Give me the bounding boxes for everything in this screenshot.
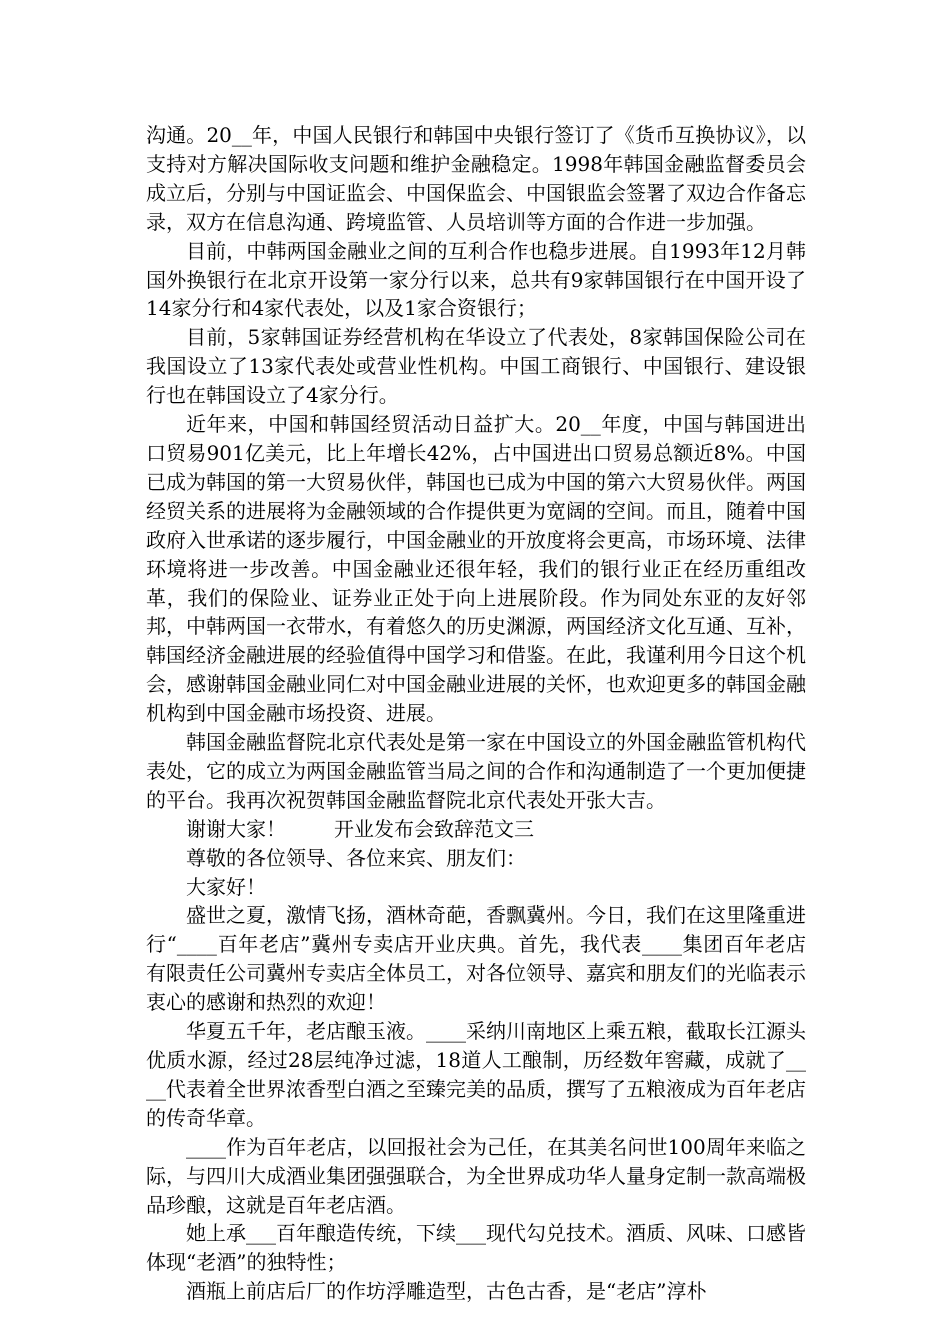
paragraph-tradition: 她上承___百年酿造传统，下续___现代勾兑技术。酒质、风味、口感皆体现“老酒”的独特性； [146,1221,806,1275]
section-title: 开业发布会致辞范文三 [334,816,534,841]
thanks-text: 谢谢大家！ [186,816,286,841]
paragraph-trade: 近年来，中国和韩国经贸活动日益扩大。20__年度，中国与韩国进出口贸易901亿美元，比上年增长42%，占中国进出口贸易总额近8%。中国已成为韩国的第一大贸易伙伴，韩国也已成为中国的第六大贸易伙伴。两国经贸关系的进展将为金融领域的合作提供更为宽阔的空间。而且，随着中国政府入世承诺的逐步履行，中国金融业的开放度将会更高，市场环境、法律环境将进一步改善。中国金融业还很年轻，我们的银行业正在经历重组改革，我们的保险业、证券业正处于向上进展阶段。作为同处东亚的友好邻邦，中韩两国一衣带水，有着悠久的历史渊源，两国经济文化互通、互补，韩国经济金融进展的经验值得中国学习和借鉴。在此，我谨利用今日这个机会，感谢韩国金融业同仁对中国金融业进展的关怀，也欢迎更多的韩国金融机构到中国金融市场投资、进展。 [146,412,806,726]
paragraph-cooperation: 目前，中韩两国金融业之间的互利合作也稳步进展。自1993年12月韩国外换银行在北京开设第一家分行以来，总共有9家韩国银行在中国开设了14家分行和4家代表处，以及1家合资银行； [146,238,806,321]
paragraph-continuation: 沟通。20__年，中国人民银行和韩国中央银行签订了《货币互换协议》，以支持对方解决国际收支问题和维护金融稳定。1998年韩国金融监督委员会成立后，分别与中国证监会、中国保监会、中国银监会签署了双边合作备忘录，双方在信息沟通、跨境监管、人员培训等方面的合作进一步加强。 [146,123,806,234]
thanks-and-title-line [146,815,806,844]
greeting: 大家好！ [186,874,266,899]
paragraph-bottle: 酒瓶上前店后厂的作坊浮雕造型，古色古香，是“老店”淳朴 [186,1279,707,1304]
paragraph-brewing: 华夏五千年，老店酿玉液。____采纳川南地区上乘五粮，截取长江源头优质水源，经过28层纯净过滤，18道人工酿制，历经数年窖藏，成就了____代表着全世界浓香型白酒之至臻完美的品质，撰写了五粮液成为百年老店的传奇华章。 [146,1019,806,1130]
salutation: 尊敬的各位领导、各位来宾、朋友们： [186,845,526,870]
paragraph-centennial: ____作为百年老店，以回报社会为己任，在其美名问世100周年来临之际，与四川大成酒业集团强强联合，为全世界成功华人量身定制一款高端极品珍酿，这就是百年老店酒。 [146,1134,806,1217]
paragraph-celebration: 盛世之夏，激情飞扬，酒林奇葩，香飘冀州。今日，我们在这里隆重进行“____百年老店”冀州专卖店开业庆典。首先，我代表____集团百年老店有限责任公司冀州专卖店全体员工，对各位领导、嘉宾和朋友们的光临表示衷心的感谢和热烈的欢迎！ [146,903,806,1015]
paragraph-representative-office: 韩国金融监督院北京代表处是第一家在中国设立的外国金融监管机构代表处，它的成立为两国金融监管当局之间的合作和沟通制造了一个更加便捷的平台。我再次祝贺韩国金融监督院北京代表处开张大吉。 [146,730,806,812]
document-body [146,121,806,1306]
paragraph-securities: 目前，5家韩国证券经营机构在华设立了代表处，8家韩国保险公司在我国设立了13家代表处或营业性机构。中国工商银行、中国银行、建设银行也在韩国设立了4家分行。 [146,325,806,408]
